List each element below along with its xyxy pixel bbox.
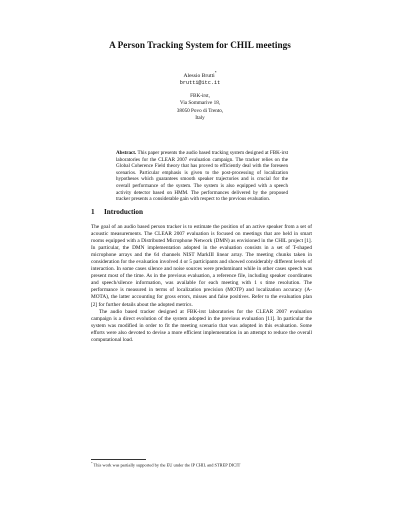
author-line — [0, 70, 400, 80]
abstract — [116, 150, 288, 203]
section-heading — [91, 208, 321, 216]
affiliation-line: Via Sommarive 18, — [179, 100, 221, 107]
abstract-label: Abstract. — [116, 150, 137, 156]
paragraph: The goal of an audio based person tracker is to estimate the position of an active speaker from a set of acoustic measurements. The CLEAR 2007 evaluation is focused on meetings that are held in smart rooms equipped with a Distributed Microphone Network (DMN) as envisioned in the CHIL project [1]. In particular, the DMN implementation adopted in the evaluation consists in a set of T-shaped microphone arrays and the 64 channels NIST MarkIII linear array. The meeting chunks taken in consideration for the evaluation involved 4 or 5 participants and showed considerably different levels of interaction. In some cases silence and noise sources were predominant while in other cases speech was present most of the time. As in the previous evaluation, a reference file, including speaker coordinates and speech/silence information, was available for each meeting with 1 s time resolution. The performance is measured in terms of localization precision (MOTP) and localization accuracy (A-MOTA), the latter accounting for gross errors, misses and false positives. Refer to the evaluation plan [2] for further details about the adopted metrics. — [91, 224, 312, 308]
author-email: brutti@itc.it — [179, 79, 221, 86]
footnote-rule — [91, 459, 146, 460]
author-block — [0, 70, 400, 87]
affiliation — [0, 93, 400, 122]
section-title: Introduction — [104, 208, 144, 216]
author-footnote-mark: * — [214, 71, 217, 75]
paper-title: A Person Tracking System for CHIL meetings — [109, 40, 291, 50]
section-body — [91, 224, 312, 344]
affiliation-line: 38050 Povo di Trento, — [176, 107, 224, 114]
footnote-mark: * — [91, 461, 93, 465]
author-name: Alessio Brutti — [183, 72, 215, 79]
footnote — [91, 461, 312, 468]
affiliation-line: Italy — [195, 114, 205, 121]
affiliation-line: FBK-irst, — [190, 93, 210, 99]
abstract-text: This paper presents the audio based tracking system designed at FBK-irst laboratories for the CLEAR 2007 evaluation campaign. The tracker relies on the Global Coherence Field theory that has proved to efficiently deal with the foreseen scenarios. Particular emphasis is given to the post-processing of localization hypotheses which guarantees smooth speaker trajectories and is crucial for the overall performance of the system. The system is also equipped with a speech activity detector based on HMM. The performances delivered by the proposed tracker presents a considerable gain with respect to the previous evaluation. — [116, 150, 288, 203]
paragraph: The audio based tracker designed at FBK-irst laboratories for the CLEAR 2007 evaluation campaign is a direct evolution of the system adopted in the previous evaluation [11]. In particular the system was modified in order to fit the meeting scenario that was adopted in this evaluation. Some efforts were also devoted to devise a more efficient implementation in an attempt to reduce the overall computational load. — [91, 308, 312, 343]
footnote-text: This work was partially supported by the EU under the IP CHIL and STREP DICIT — [93, 462, 241, 468]
section-number: 1 — [91, 208, 95, 216]
